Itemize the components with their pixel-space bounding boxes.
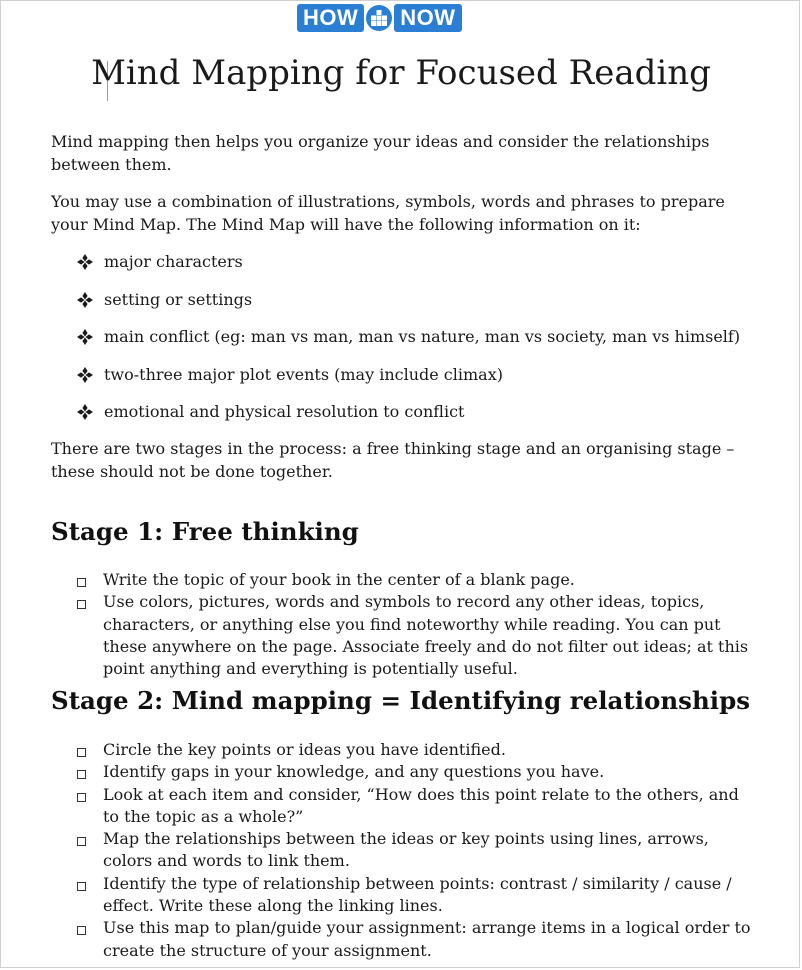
list-item [77, 873, 757, 918]
list-item [77, 761, 757, 783]
list-item [77, 591, 757, 680]
hownow-logo [297, 4, 462, 32]
list-item-text: main conflict (eg: man vs man, man vs nature, man vs society, man vs himself) [104, 327, 741, 346]
empty-square-bullet-icon [77, 926, 86, 935]
four-diamond-bullet-icon [77, 292, 93, 308]
intro-paragraph-1: Mind mapping then helps you organize your ideas and consider the relationships between them. [51, 132, 710, 174]
intro-paragraph-2: You may use a combination of illustrations, symbols, words and phrases to prepare your Mind Map. The Mind Map will have the following information on it: [51, 192, 725, 234]
list-item-text: Look at each item and consider, “How does this point relate to the others, and to the topic as a whole?” [103, 784, 739, 826]
empty-square-bullet-icon [77, 748, 86, 757]
empty-square-bullet-icon [77, 837, 86, 846]
empty-square-bullet-icon [77, 882, 86, 891]
list-item-text: two-three major plot events (may include climax) [104, 364, 503, 384]
four-diamond-bullet-icon [77, 367, 93, 383]
empty-square-bullet-icon [77, 578, 86, 587]
list-item [77, 326, 740, 364]
four-diamond-bullet-icon [77, 254, 93, 270]
list-item-text: Write the topic of your book in the center of a blank page. [103, 570, 575, 589]
stage1-heading: Stage 1: Free thinking [51, 517, 359, 546]
list-item [77, 251, 740, 289]
list-item [77, 569, 757, 591]
four-diamond-bullet-icon [77, 404, 93, 420]
stage2-heading: Stage 2: Mind mapping = Identifying relationships [51, 686, 751, 715]
list-item-text: Circle the key points or ideas you have identified. [103, 740, 506, 759]
stages-intro-paragraph: There are two stages in the process: a free thinking stage and an organising stage – these should not be done together. [51, 439, 735, 481]
list-item-text: Use colors, pictures, words and symbols to record any other ideas, topics, characters, or anything else you find noteworthy while reading. You can put these anywhere on the page. Associate freely and do not filter out ideas; at this point anything and everything is potentially useful. [103, 592, 749, 679]
list-item [77, 917, 757, 962]
list-item [77, 401, 740, 439]
list-item-text: Use this map to plan/guide your assignment: arrange items in a logical order to create the structure of your assignment. [103, 918, 751, 960]
list-item-text: Identify the type of relationship between points: contrast / similarity / cause / effect. Write these along the linking lines. [103, 873, 732, 916]
info-list [77, 251, 740, 439]
list-item-text: major characters [104, 252, 243, 271]
empty-square-bullet-icon [77, 600, 86, 609]
list-item [77, 364, 740, 402]
list-item-text: setting or settings [104, 289, 253, 309]
list-item-text: Identify gaps in your knowledge, and any questions you have. [103, 762, 605, 782]
empty-square-bullet-icon [77, 770, 86, 779]
four-diamond-bullet-icon [77, 329, 93, 345]
stage1-list [77, 569, 757, 680]
list-item [77, 828, 757, 873]
empty-square-bullet-icon [77, 793, 86, 802]
list-item-text: emotional and physical resolution to conflict [104, 402, 465, 421]
list-item [77, 739, 757, 761]
list-item [77, 289, 740, 327]
stage2-list [77, 739, 757, 962]
logo-word-right: NOW [394, 4, 461, 32]
list-item [77, 784, 757, 829]
grid-globe-icon [366, 5, 392, 31]
list-item-text: Map the relationships between the ideas or key points using lines, arrows, colors and words to link them. [103, 829, 709, 871]
logo-word-left: HOW [297, 4, 364, 32]
document-title: Mind Mapping for Focused Reading [91, 53, 711, 93]
